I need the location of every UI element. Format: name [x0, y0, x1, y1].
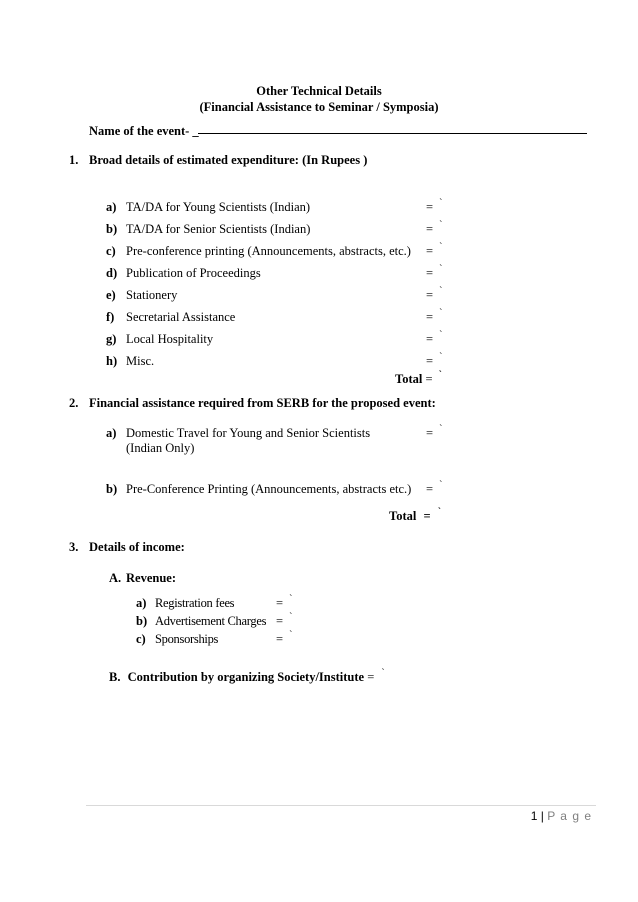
item-letter: c): [136, 632, 146, 646]
item-letter: c): [106, 244, 116, 258]
equals-sign: =: [367, 670, 375, 684]
item-text: Secretarial Assistance: [126, 310, 236, 324]
item-letter: d): [106, 266, 118, 280]
document-title: Other Technical Details: [256, 84, 382, 98]
rupee-mark: `: [289, 630, 293, 641]
item-text: Sponsorships: [155, 632, 219, 646]
page-label: P a g e: [547, 809, 592, 823]
revenue-letter: A.: [109, 571, 122, 585]
equals-sign: = `: [426, 286, 443, 302]
item-letter: g): [106, 332, 117, 346]
total-label: Total: [395, 372, 423, 386]
item-letter: f): [106, 310, 115, 324]
section1-number: 1.: [69, 153, 79, 167]
item-text: TA/DA for Young Scientists (Indian): [126, 200, 311, 214]
section2-heading: Financial assistance required from SERB for the proposed event:: [89, 396, 436, 410]
item-text-continued: (Indian Only): [126, 441, 195, 455]
equals-sign: = `: [426, 264, 443, 280]
item-text: Advertisement Charges: [155, 614, 267, 628]
item-text: Domestic Travel for Young and Senior Scientists: [126, 426, 371, 440]
equals-sign: = `: [426, 242, 443, 258]
equals-sign: = `: [426, 308, 443, 324]
item-text: Registration fees: [155, 596, 235, 610]
item-letter: e): [106, 288, 116, 302]
item-letter: a): [106, 200, 117, 214]
section1-total: [395, 372, 442, 387]
section3-number: 3.: [69, 540, 79, 554]
equals-sign: = `: [276, 594, 293, 610]
equals-sign: = `: [426, 352, 443, 368]
item-letter: b): [136, 614, 148, 628]
rupee-mark: `: [439, 308, 443, 319]
total-label: Total: [389, 509, 417, 523]
equals-sign: = `: [426, 424, 443, 440]
document-subtitle: (Financial Assistance to Seminar / Symposia): [199, 100, 439, 114]
section1-heading: Broad details of estimated expenditure: (In Rupees ): [89, 153, 368, 167]
footer-divider: [86, 805, 596, 806]
rupee-mark: `: [289, 612, 293, 623]
page-number: 1: [530, 809, 538, 823]
item-letter: a): [136, 596, 147, 610]
rupee-mark: `: [439, 264, 443, 275]
item-text: Pre-conference printing (Announcements, abstracts, etc.): [126, 244, 411, 258]
item-text: Stationery: [126, 288, 178, 302]
item-letter: b): [106, 482, 118, 496]
rupee-mark: `: [439, 480, 443, 491]
item-letter: a): [106, 426, 117, 440]
event-name-label: Name of the event- _: [89, 124, 199, 138]
equals-sign: = `: [426, 480, 443, 496]
page-footer: [531, 809, 592, 823]
rupee-mark: `: [437, 507, 442, 518]
event-name-field[interactable]: [198, 133, 587, 134]
item-letter: h): [106, 354, 118, 368]
section2-number: 2.: [69, 396, 79, 410]
equals-sign: =: [425, 372, 433, 386]
contribution-heading: Contribution by organizing Society/Institute: [127, 670, 365, 684]
item-text: Publication of Proceedings: [126, 266, 261, 280]
equals-sign: = `: [276, 630, 293, 646]
rupee-mark: `: [438, 370, 442, 381]
rupee-mark: `: [439, 198, 443, 209]
equals-sign: = `: [426, 198, 443, 214]
rupee-mark: `: [439, 424, 443, 435]
equals-sign: =: [423, 509, 431, 523]
equals-sign: = `: [276, 612, 293, 628]
section2-total: [389, 509, 441, 524]
equals-sign: = `: [426, 330, 443, 346]
revenue-heading: Revenue:: [126, 571, 176, 585]
equals-sign: = `: [426, 220, 443, 236]
rupee-mark: `: [439, 286, 443, 297]
item-letter: b): [106, 222, 118, 236]
contribution-letter: B.: [109, 670, 121, 684]
item-text: Local Hospitality: [126, 332, 214, 346]
rupee-mark: `: [439, 242, 443, 253]
rupee-mark: `: [381, 668, 385, 679]
item-text: TA/DA for Senior Scientists (Indian): [126, 222, 311, 236]
item-text: Misc.: [126, 354, 155, 368]
rupee-mark: `: [439, 220, 443, 231]
rupee-mark: `: [289, 594, 293, 605]
item-text: Pre-Conference Printing (Announcements, abstracts etc.): [126, 482, 412, 496]
contribution-row: [109, 670, 385, 685]
section3-heading: Details of income:: [89, 540, 185, 554]
rupee-mark: `: [439, 330, 443, 341]
footer-separator: |: [540, 809, 544, 823]
rupee-mark: `: [439, 352, 443, 363]
